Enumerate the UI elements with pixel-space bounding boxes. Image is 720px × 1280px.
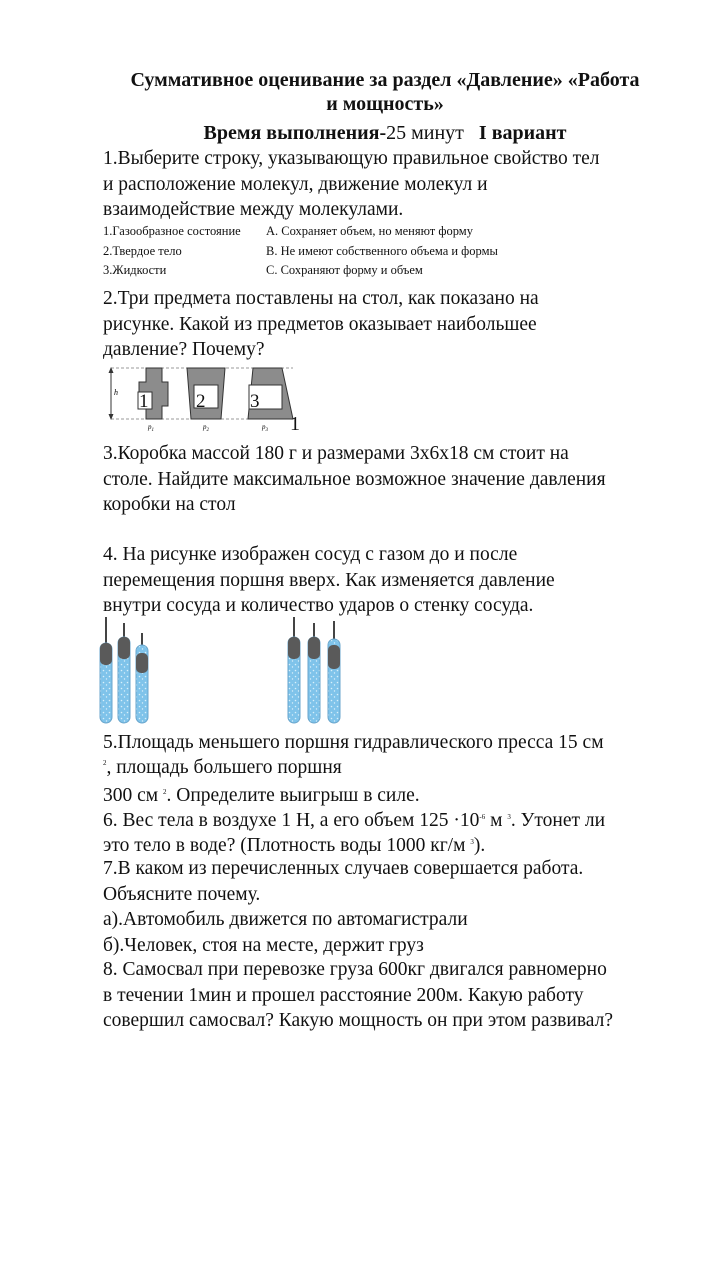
gas-vessel-before <box>96 615 156 727</box>
question-2-text: 2.Три предмета поставлены на стол, как показано на рисунке. Какой из предметов оказывает наибольшее давление? Почему? <box>103 288 539 360</box>
variant-label: I вариант <box>478 122 567 144</box>
q6-exp-1: -6 <box>479 813 486 821</box>
question-3-text: 3.Коробка массой 180 г и размерами 3х6х18 см стоит на столе. Найдите максимальное возможное значение давления коробки на стол <box>103 443 606 515</box>
tube-2 <box>118 623 130 723</box>
q1-option-left-2: 2.Твердое тело <box>103 244 182 258</box>
time-and-variant <box>100 121 670 145</box>
q1-option-right-b: В. Не имеют собственного объема и формы <box>266 244 498 258</box>
q6-part-d: это тело в воде? (Плотность воды 1000 кг/м <box>103 835 471 856</box>
object-label-2: 2 <box>196 391 206 412</box>
q6-part-b: м <box>485 810 508 831</box>
document-title <box>100 68 670 116</box>
title-line-2: и мощность» <box>326 93 444 115</box>
title-line-1: Суммативное оценивание за раздел «Давление» «Работа <box>130 69 640 91</box>
q6-exp-3: 3 <box>470 838 474 846</box>
tube-3 <box>136 633 148 723</box>
tube-6 <box>328 621 340 723</box>
q5-line-3a: 300 см <box>103 785 163 806</box>
q1-option-right-a: А. Сохраняет объем, но меняют форму <box>266 224 473 238</box>
question-6-line-2 <box>103 830 703 859</box>
question-5-line-1 <box>103 730 703 756</box>
q6-exp-2: 3 <box>507 813 511 821</box>
time-value: 25 минут <box>386 122 464 144</box>
q5-sup-2: 2 <box>163 788 167 796</box>
question-8-text: 8. Самосвал при перевозке груза 600кг двигался равномерно в течении 1мин и прошел расстояние 200м. Какую работу совершил самосвал? Какую мощность он при этом развивал? <box>103 959 613 1031</box>
q5-line-1-text: 5.Площадь меньшего поршня гидравлического пресса 15 см <box>103 732 604 753</box>
q1-option-left-3: 3.Жидкости <box>103 263 167 277</box>
object-label-3: 3 <box>250 391 260 412</box>
q6-part-e: ). <box>473 835 486 856</box>
q6-part-c: . Утонет ли <box>510 810 606 831</box>
q6-part-a: 6. Вес тела в воздухе 1 Н, а его объем 125 ·10 <box>103 810 480 831</box>
question-7-text: 7.В каком из перечисленных случаев совершается работа. Объясните почему. а).Автомобиль движется по автомагистрали б).Человек, стоя на месте, держит груз <box>103 858 584 956</box>
tube-4 <box>288 617 300 723</box>
tube-1 <box>100 617 112 723</box>
pressure-label-1: $p_1$ <box>148 423 154 433</box>
extra-label-1: 1 <box>290 413 300 435</box>
q1-option-right-c: С. Сохраняют форму и объем <box>266 263 423 277</box>
time-label: Время выполнения- <box>203 122 387 144</box>
pressure-label-3: $p_3$ <box>262 423 268 433</box>
object-2 <box>187 368 225 419</box>
height-label: h <box>114 388 118 397</box>
q5-line-2-text: , площадь большего поршня <box>106 757 342 778</box>
pressure-label-2: $p_2$ <box>203 423 209 433</box>
tube-5 <box>308 623 320 723</box>
q5-line-3b: . Определите выигрыш в силе. <box>166 785 420 806</box>
q5-sup-1: 2 <box>103 759 107 767</box>
three-objects-figure <box>105 362 305 437</box>
question-1-text: 1.Выберите строку, указывающую правильное свойство тел и расположение молекул, движение молекул и взаимодействие между молекулами. <box>103 148 600 220</box>
gas-vessel-after <box>282 615 352 727</box>
question-4-text: 4. На рисунке изображен сосуд с газом до и после перемещения поршня вверх. Как изменяется давление внутри сосуда и количество ударов о стенку сосуда. <box>103 544 555 616</box>
q1-option-left-1: 1.Газообразное состояние <box>103 224 241 238</box>
object-label-1: 1 <box>139 391 149 412</box>
